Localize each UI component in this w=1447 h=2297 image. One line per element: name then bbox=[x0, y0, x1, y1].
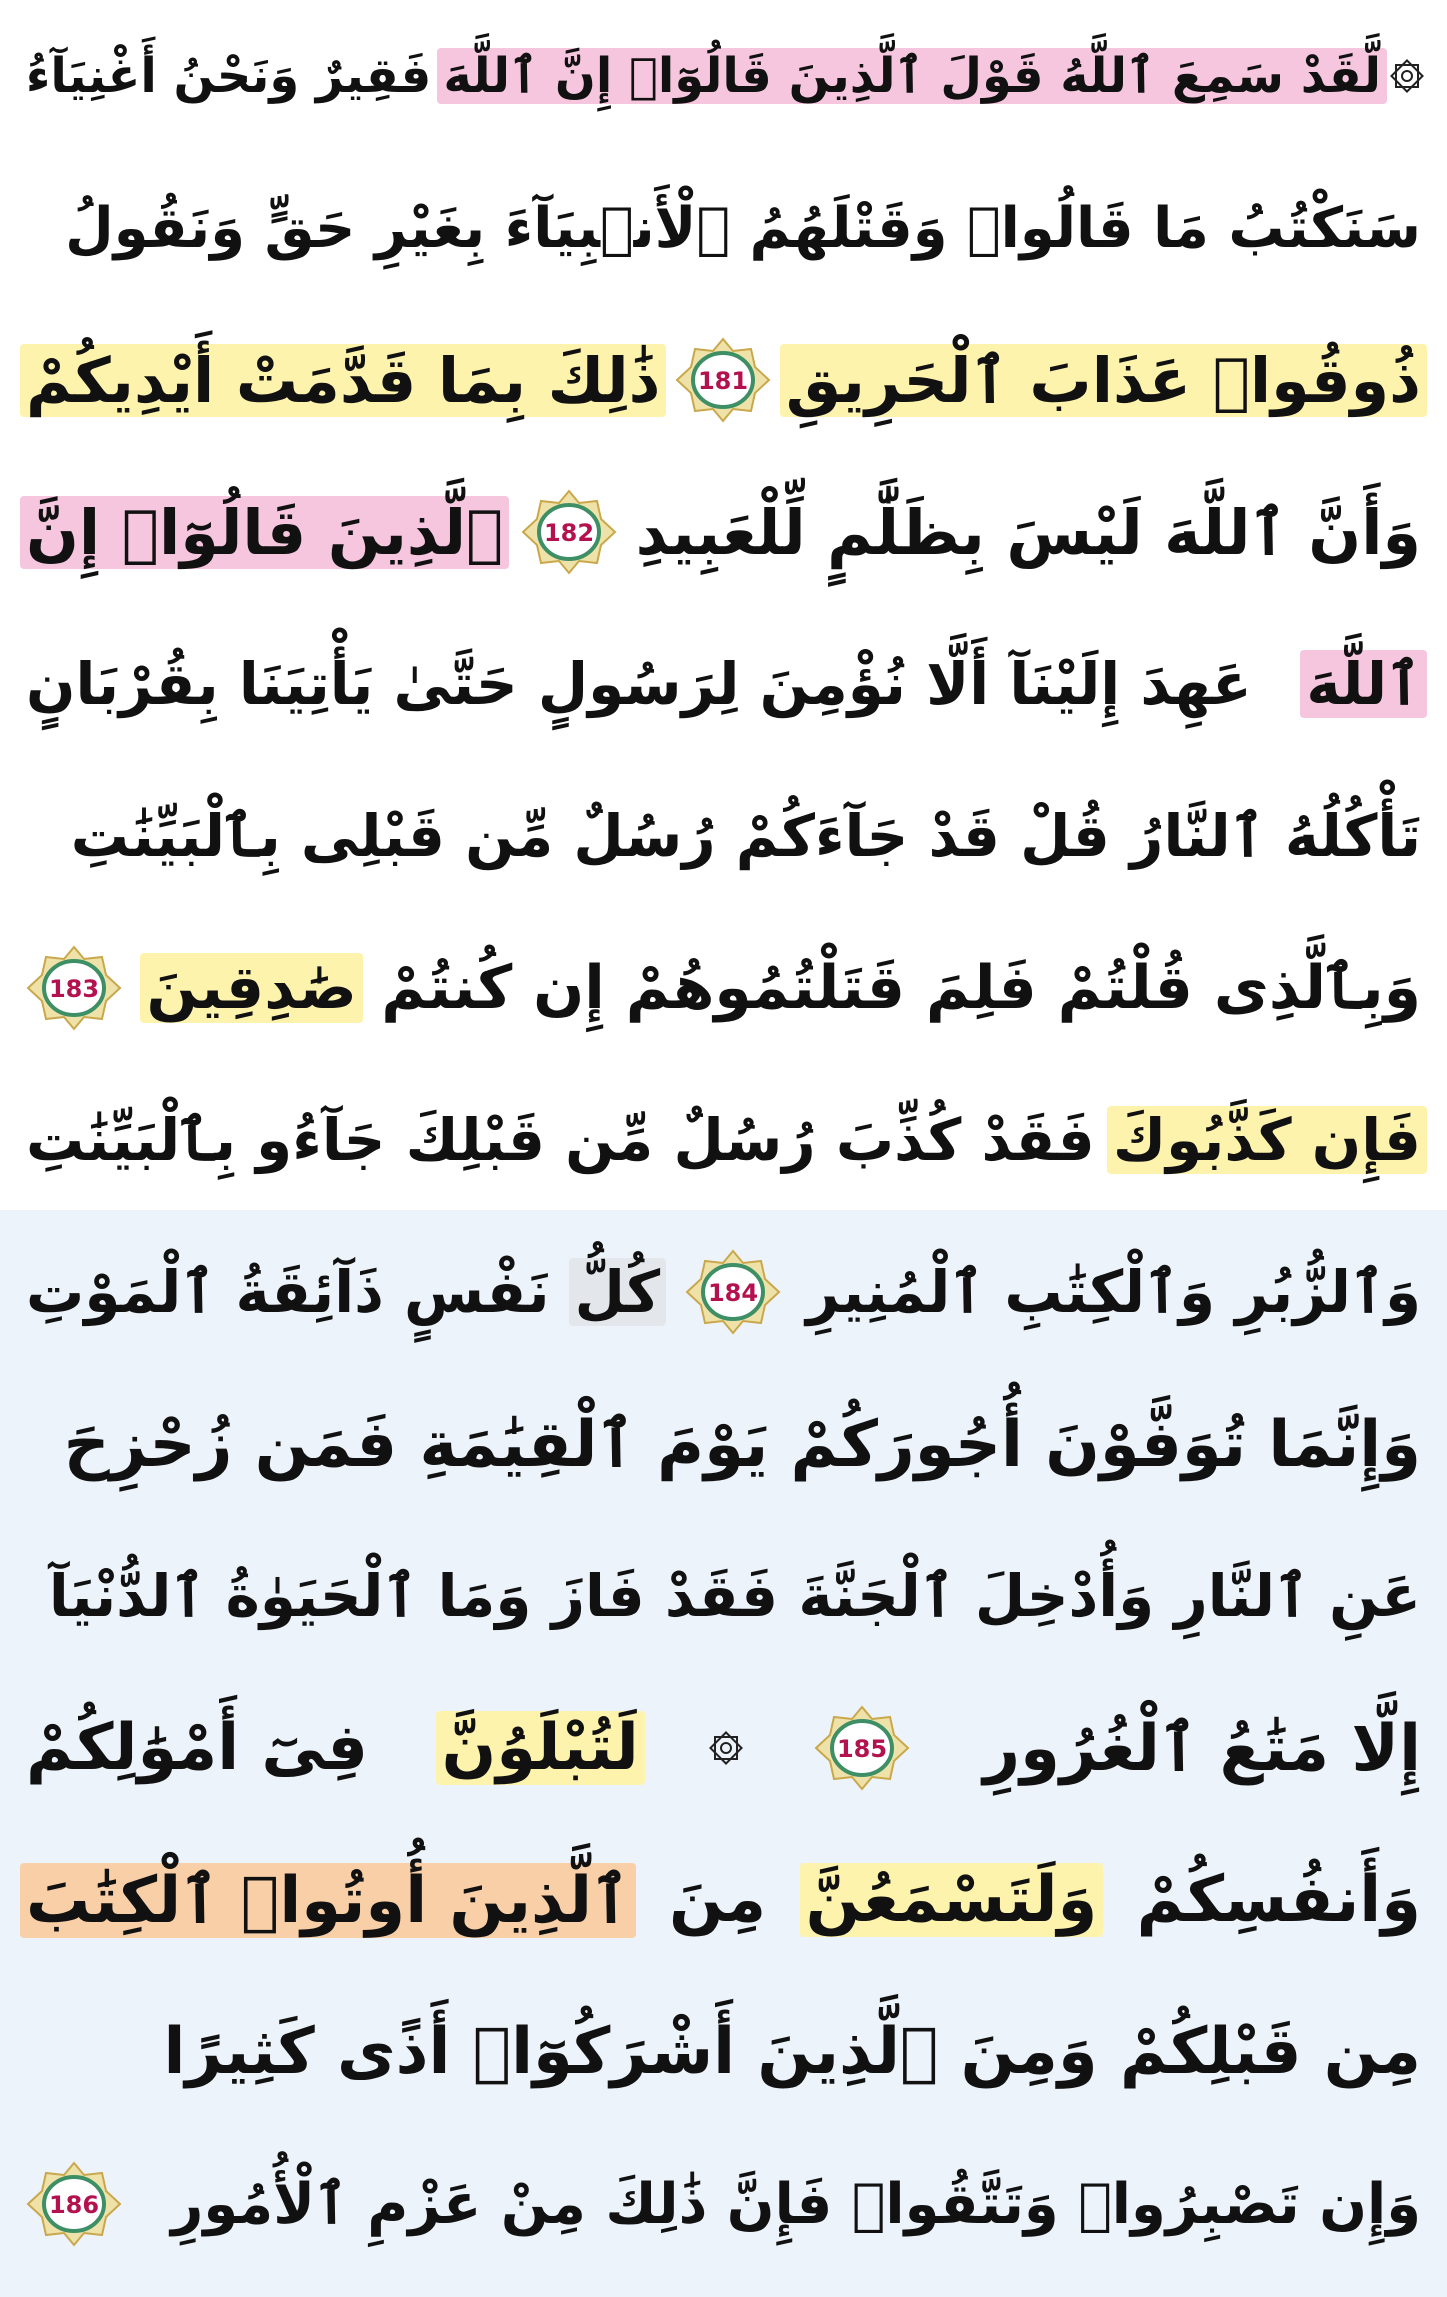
verse-text: وَبِٱلَّذِى قُلْتُمْ فَلِمَ قَتَلْتُمُوهُمْ إِن كُنتُمْ bbox=[381, 953, 1421, 1023]
text-line bbox=[20, 164, 1427, 292]
ayah-ornament-icon bbox=[521, 489, 617, 575]
ayah-ornament-icon bbox=[685, 1249, 781, 1335]
highlighted-word-group: ذُوقُوا۟ عَذَابَ ٱلْحَرِيقِ bbox=[780, 344, 1427, 417]
highlighted-word-group: كُلُّ bbox=[569, 1258, 667, 1326]
text-line bbox=[20, 772, 1427, 900]
text-line bbox=[20, 1380, 1427, 1508]
verse-text: فِىٓ أَمْوَٰلِكُمْ bbox=[26, 1711, 369, 1785]
text-line bbox=[20, 924, 1427, 1052]
text-line bbox=[20, 468, 1427, 596]
verse-text: وَٱلزُّبُرِ وَٱلْكِتَٰبِ ٱلْمُنِيرِ bbox=[806, 1258, 1421, 1326]
highlighted-word-group: ذَٰلِكَ بِمَا قَدَّمَتْ أَيْدِيكُمْ bbox=[20, 344, 666, 417]
ayah-ornament-icon bbox=[26, 945, 122, 1031]
rub-el-hizb-icon bbox=[706, 1728, 746, 1768]
text-line bbox=[20, 1988, 1427, 2116]
text-line bbox=[20, 12, 1427, 140]
highlighted-word-group: ٱلَّذِينَ أُوتُوا۟ ٱلْكِتَٰبَ bbox=[20, 1863, 636, 1938]
ayah-number-marker bbox=[675, 337, 771, 423]
ayah-ornament-icon bbox=[814, 1705, 910, 1791]
text-line bbox=[20, 1228, 1427, 1356]
verse-text: وَأَنَّ ٱللَّهَ لَيْسَ بِظَلَّٰمٍ لِّلْعَبِيدِ bbox=[635, 495, 1421, 569]
verse-text: فَقَدْ كُذِّبَ رُسُلٌ مِّن قَبْلِكَ جَآءُو بِٱلْبَيِّنَٰتِ bbox=[26, 1106, 1095, 1174]
highlighted-word-group: لَتُبْلَوُنَّ bbox=[436, 1711, 645, 1785]
highlighted-word-group: ٱلَّذِينَ قَالُوٓا۟ إِنَّ bbox=[20, 496, 509, 569]
verse-text: مِنَ bbox=[668, 1863, 767, 1937]
ayah-number: 181 bbox=[698, 367, 749, 395]
ayah-number-marker bbox=[26, 945, 122, 1031]
verse-text: نَفْسٍ ذَآئِقَةُ ٱلْمَوْتِ bbox=[26, 1258, 550, 1326]
ayah-ornament-icon bbox=[26, 2161, 122, 2247]
ayah-ornament-icon bbox=[675, 337, 771, 423]
ayah-number: 185 bbox=[836, 1735, 887, 1763]
ayah-number-marker bbox=[521, 489, 617, 575]
text-line bbox=[20, 1836, 1427, 1964]
text-line bbox=[20, 1532, 1427, 1660]
verse-text: تَأْكُلُهُ ٱلنَّارُ قُلْ قَدْ جَآءَكُمْ رُسُلٌ مِّن قَبْلِى بِٱلْبَيِّنَٰتِ bbox=[70, 802, 1421, 870]
verse-text: وَأَنفُسِكُمْ bbox=[1136, 1863, 1421, 1937]
verse-text: وَإِن تَصْبِرُوا۟ وَتَتَّقُوا۟ فَإِنَّ ذَٰلِكَ مِنْ عَزْمِ ٱلْأُمُورِ bbox=[171, 2171, 1421, 2237]
ayah-number-marker bbox=[685, 1249, 781, 1335]
highlighted-word-group: صَٰدِقِينَ bbox=[140, 953, 362, 1023]
rub-el-hizb-icon bbox=[1387, 56, 1427, 96]
text-line bbox=[20, 2140, 1427, 2268]
ayah-number: 186 bbox=[48, 2191, 100, 2219]
text-line bbox=[20, 316, 1427, 444]
highlighted-word-group: فَإِن كَذَّبُوكَ bbox=[1107, 1106, 1427, 1174]
text-line bbox=[20, 1684, 1427, 1812]
highlighted-word-group: لَّقَدْ سَمِعَ ٱللَّهُ قَوْلَ ٱلَّذِينَ قَالُوٓا۟ إِنَّ ٱللَّهَ bbox=[437, 48, 1387, 104]
verse-text: عَنِ ٱلنَّارِ وَأُدْخِلَ ٱلْجَنَّةَ فَقَدْ فَازَ وَمَا ٱلْحَيَوٰةُ ٱلدُّنْيَآ bbox=[48, 1562, 1421, 1630]
ayah-number: 183 bbox=[48, 975, 100, 1003]
ayah-number-marker bbox=[814, 1705, 910, 1791]
ayah-number-marker bbox=[26, 2161, 122, 2247]
verse-text: عَهِدَ إِلَيْنَآ أَلَّا نُؤْمِنَ لِرَسُولٍ حَتَّىٰ يَأْتِيَنَا بِقُرْبَانٍ bbox=[26, 650, 1252, 718]
verse-text: وَإِنَّمَا تُوَفَّوْنَ أُجُورَكُمْ يَوْمَ ٱلْقِيَٰمَةِ فَمَن زُحْزِحَ bbox=[63, 1407, 1421, 1482]
highlighted-word-group: ٱللَّهَ bbox=[1300, 650, 1427, 718]
ayah-number: 184 bbox=[708, 1279, 759, 1307]
verse-text: سَنَكْتُبُ مَا قَالُوا۟ وَقَتْلَهُمُ ٱلْأَنۢبِيَآءَ بِغَيْرِ حَقٍّ وَنَقُولُ bbox=[65, 195, 1421, 261]
text-line bbox=[20, 1076, 1427, 1204]
verse-text: إِلَّا مَتَٰعُ ٱلْغُرُورِ bbox=[983, 1711, 1421, 1786]
highlighted-word-group: وَلَتَسْمَعُنَّ bbox=[800, 1863, 1104, 1937]
text-line bbox=[20, 620, 1427, 748]
verse-text: فَقِيرٌ وَنَحْنُ أَغْنِيَآءُ bbox=[25, 48, 432, 104]
verse-text: مِن قَبْلِكُمْ وَمِنَ ٱلَّذِينَ أَشْرَكُوٓا۟ أَذًى كَثِيرًا bbox=[163, 2015, 1421, 2089]
ayah-number: 182 bbox=[544, 519, 595, 547]
